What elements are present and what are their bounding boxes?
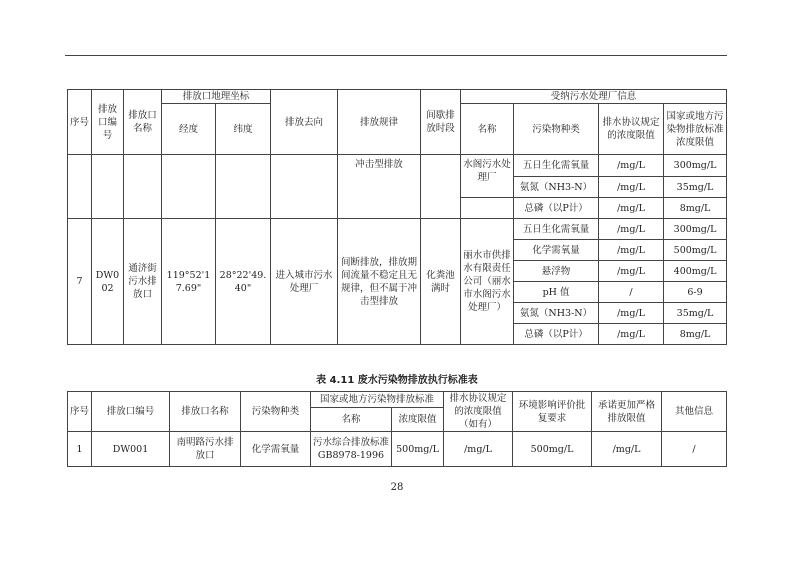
row7-standard: 400mg/L [664, 261, 727, 282]
header-outlet-name: 排放口名称 [124, 90, 162, 155]
header-plant-name: 名称 [461, 104, 514, 155]
t2-header-outlet-no: 排放口编号 [92, 392, 170, 432]
row7-pollutant: 总磷（以P计） [514, 324, 599, 345]
cont-outlet-name [124, 155, 162, 219]
t2-row-eia: 500mg/L [513, 432, 592, 467]
header-plant-group: 受纳污水处理厂信息 [461, 90, 727, 104]
row7-agreement: /mg/L [599, 303, 664, 324]
t2-row-agreement: /mg/L [444, 432, 513, 467]
row7-outlet-name: 通济街污水排放口 [124, 219, 162, 345]
header-seq: 序号 [68, 90, 92, 155]
t2-row-pollutant: 化学需氧量 [241, 432, 311, 467]
cont-seq [68, 155, 92, 219]
cont-outlet-no [92, 155, 124, 219]
header-direction: 排放去向 [271, 90, 338, 155]
row7-standard: 35mg/L [664, 303, 727, 324]
page-number: 28 [390, 482, 404, 493]
row7-agreement: /mg/L [599, 261, 664, 282]
row7-outlet-no: DW002 [92, 219, 124, 345]
t2-row-outlet-no: DW001 [92, 432, 170, 467]
header-coord-group: 排放口地理坐标 [162, 90, 271, 104]
cont-lat [216, 155, 271, 219]
row7-agreement: /mg/L [599, 324, 664, 345]
header-intermittent: 间歇排放时段 [421, 90, 461, 155]
row7-plant: 丽水市供排水有限责任公司（丽水市水阁污水处理厂） [461, 219, 514, 345]
header-pattern: 排放规律 [338, 90, 421, 155]
header-lng: 经度 [162, 104, 216, 155]
row7-pollutant: 悬浮物 [514, 261, 599, 282]
row7-pattern: 间断排放，排放期间流量不稳定且无规律，但不属于冲击型排放 [338, 219, 421, 345]
row7-standard: 300mg/L [664, 219, 727, 240]
cont-lng [162, 155, 216, 219]
cont-direction [271, 155, 338, 219]
header-agreement: 排水协议规定的浓度限值 [599, 104, 664, 155]
t2-header-std-group: 国家或地方污染物排放标准 [311, 392, 444, 408]
cont-plant: 水阁污水处理厂 [461, 155, 514, 198]
row7-standard: 6-9 [664, 282, 727, 303]
cont-agreement: /mg/L [599, 155, 664, 177]
cont-intermittent [421, 155, 461, 219]
t2-header-promise: 承诺更加严格排放限值 [592, 392, 662, 432]
t2-header-std-name: 名称 [311, 408, 392, 432]
t2-header-outlet-name: 排放口名称 [170, 392, 241, 432]
row7-lat: 28°22'49.40" [216, 219, 271, 345]
row7-intermittent: 化粪池满时 [421, 219, 461, 345]
row7-agreement: /mg/L [599, 219, 664, 240]
row7-pollutant: pH 值 [514, 282, 599, 303]
cont-pollutant: 五日生化需氧量 [514, 155, 599, 177]
header-rule [65, 55, 727, 56]
cont-plant-blank [461, 198, 514, 219]
t2-header-seq: 序号 [68, 392, 92, 432]
row7-pollutant: 化学需氧量 [514, 240, 599, 261]
cont-standard: 35mg/L [664, 177, 727, 198]
header-lat: 纬度 [216, 104, 271, 155]
table-caption: 表 4.11 废水污染物排放执行标准表 [316, 375, 478, 386]
row7-pollutant: 五日生化需氧量 [514, 219, 599, 240]
row7-standard: 500mg/L [664, 240, 727, 261]
header-outlet-no: 排放口编号 [92, 90, 124, 155]
cont-pollutant: 总磷（以P计） [514, 198, 599, 219]
t2-row-other: / [662, 432, 727, 467]
t2-row-promise: /mg/L [592, 432, 662, 467]
t2-header-agreement: 排水协议规定的浓度限值（如有） [444, 392, 513, 432]
header-pollutant: 污染物种类 [514, 104, 599, 155]
t2-header-pollutant: 污染物种类 [241, 392, 311, 432]
row7-standard: 8mg/L [664, 324, 727, 345]
row7-agreement: / [599, 282, 664, 303]
discharge-standard-table [67, 391, 727, 467]
cont-pattern: 冲击型排放 [338, 155, 421, 219]
row7-seq: 7 [68, 219, 92, 345]
t2-row-std-limit: 500mg/L [392, 432, 444, 467]
row7-pollutant: 氨氮（NH3-N） [514, 303, 599, 324]
cont-agreement: /mg/L [599, 177, 664, 198]
cont-pollutant: 氨氮（NH3-N） [514, 177, 599, 198]
t2-row-seq: 1 [68, 432, 92, 467]
cont-standard: 8mg/L [664, 198, 727, 219]
row7-agreement: /mg/L [599, 240, 664, 261]
header-standard: 国家或地方污染物排放标准浓度限值 [664, 104, 727, 155]
t2-header-std-limit: 浓度限值 [392, 408, 444, 432]
t2-header-eia: 环境影响评价批复要求 [513, 392, 592, 432]
cont-standard: 300mg/L [664, 155, 727, 177]
row7-direction: 进入城市污水处理厂 [271, 219, 338, 345]
t2-row-outlet-name: 南明路污水排放口 [170, 432, 241, 467]
cont-agreement: /mg/L [599, 198, 664, 219]
t2-header-other: 其他信息 [662, 392, 727, 432]
outlet-info-table [67, 89, 727, 345]
row7-lng: 119°52'17.69" [162, 219, 216, 345]
t2-row-std-name: 污水综合排放标准GB8978-1996 [311, 432, 392, 467]
